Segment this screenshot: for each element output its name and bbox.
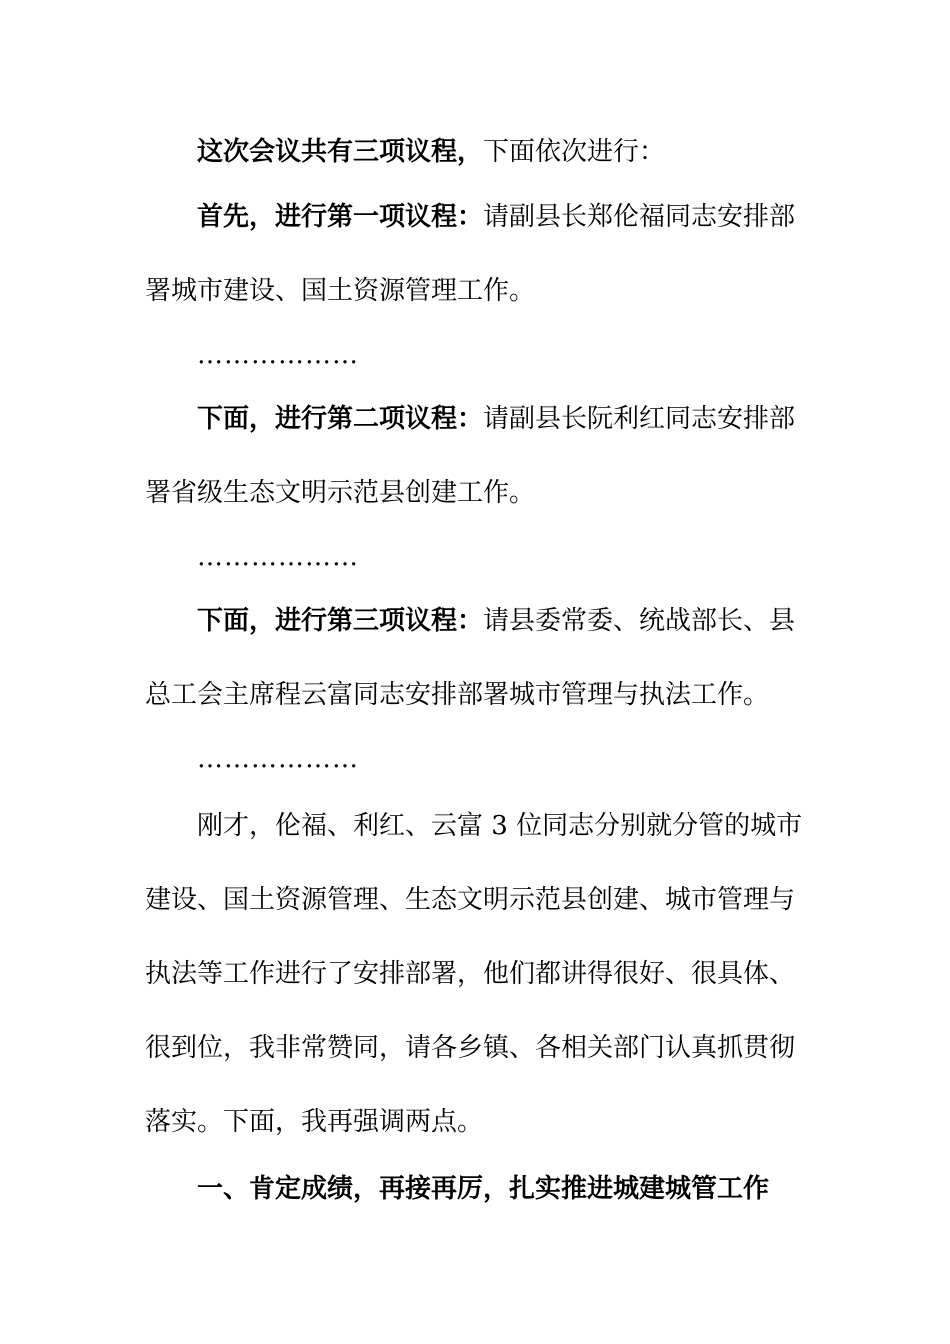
ellipsis-2: ……………… [197,542,359,572]
ellipsis-1: ……………… [197,340,359,370]
agenda-item-1-lead: 首先，进行第一项议程： [197,202,484,232]
summary-paragraph: 刚才，伦福、利红、云富 3 位同志分别就分管的城市建设、国土资源管理、生态文明示范县创建、城市管理与执法等工作进行了安排部署，他们都讲得很好、很具体、很到位，我非常赞同，请各乡镇、各相关部门认真抓贯彻落实。下面，我再强调两点。 [145,811,803,1137]
intro-paragraph [145,115,805,189]
agenda-item-2-text: 请副县长阮利红同志安排部署省级生态文明示范县创建工作。 [145,404,796,508]
agenda-item-1-text: 请副县长郑伦福同志安排部署城市建设、国土资源管理工作。 [145,202,796,306]
agenda-item-3-text: 请县委常委、统战部长、县总工会主席程云富同志安排部署城市管理与执法工作。 [145,606,796,710]
intro-rest-text: 下面依次进行： [483,137,666,167]
agenda-item-2 [145,382,805,530]
agenda-item-3-lead: 下面，进行第三项议程： [197,606,484,636]
agenda-item-1 [145,180,805,328]
section-heading-1: 一、肯定成绩，再接再厉，扎实推进城建城管工作 [197,1174,770,1204]
ellipsis-3: ……………… [197,744,359,774]
agenda-item-2-lead: 下面，进行第二项议程： [197,404,484,434]
intro-bold-text: 这次会议共有三项议程， [197,137,484,167]
agenda-item-3 [145,584,805,732]
